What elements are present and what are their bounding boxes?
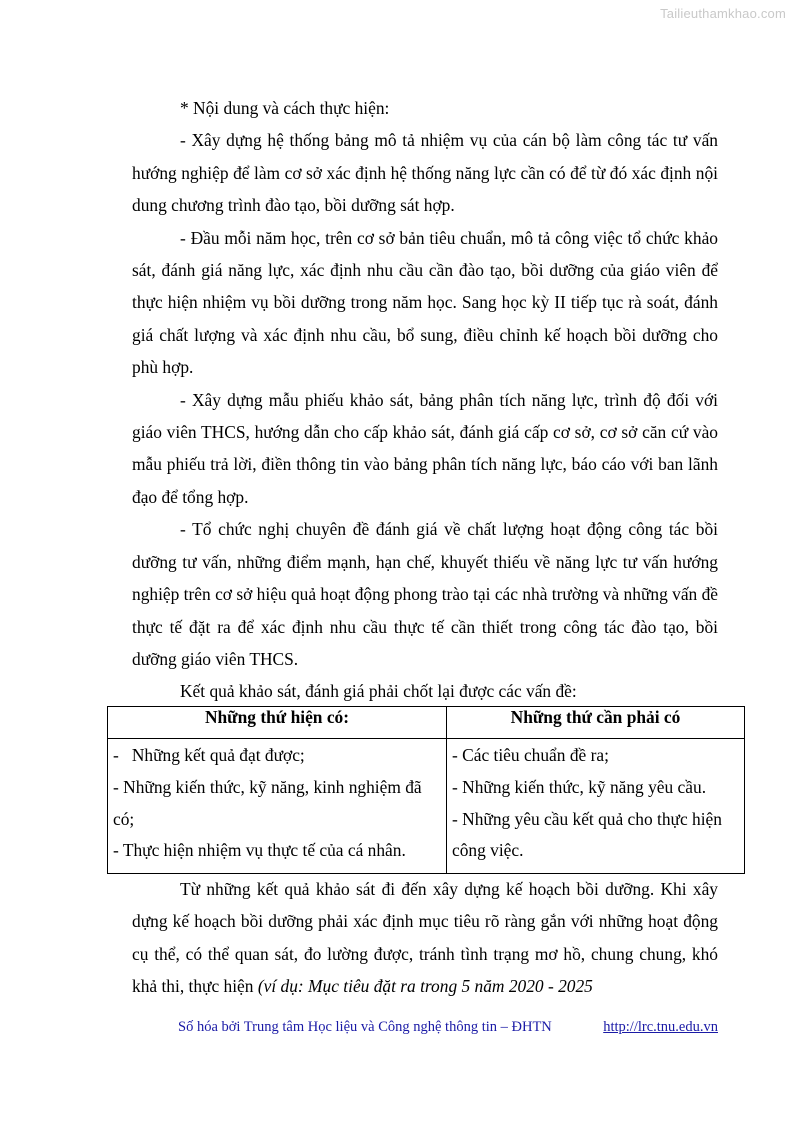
section-heading: * Nội dung và cách thực hiện: <box>180 98 390 118</box>
list-item: - Những kết quả đạt được; <box>113 745 305 765</box>
paragraph: - Đầu mỗi năm học, trên cơ sở bản tiêu chuẩn, mô tả công việc tổ chức khảo sát, đánh giá năng lực, xác định nhu cầu cần đào tạo, bồi dưỡng của giáo viên để thực hiện nhiệm vụ bồi dưỡng trong năm học. Sang học kỳ II tiếp tục rà soát, đánh giá chất lượng và xác định nhu cầu, bổ sung, điều chỉnh kế hoạch bồi dưỡng cho phù hợp. <box>132 227 718 378</box>
list-item: - Những kiến thức, kỹ năng, kinh nghiệm đã có; <box>113 776 422 829</box>
table-row <box>108 739 745 874</box>
closing-text: Từ những kết quả khảo sát đi đến xây dựng kế hoạch bồi dưỡng. Khi xây dựng kế hoạch bồi dưỡng phải xác định mục tiêu rõ ràng gắn với những hoạt động cụ thể, có thể quan sát, đo lường được, tránh tình trạng mơ hồ, chung chung, khó khả thi, thực hiện <box>132 879 718 997</box>
survey-table <box>107 706 745 874</box>
list-item: - Những yêu cầu kết quả cho thực hiện công việc. <box>452 808 722 861</box>
watermark: Tailieuthamkhao.com <box>660 6 786 21</box>
document-body <box>132 92 718 708</box>
paragraph: Kết quả khảo sát, đánh giá phải chốt lại được các vấn đề: <box>180 681 577 702</box>
table-cell-existing <box>108 739 447 874</box>
table-header: Những thứ cần phải có <box>447 707 745 739</box>
paragraph: - Xây dựng mẫu phiếu khảo sát, bảng phân tích năng lực, trình độ đối với giáo viên THCS, hướng dẫn cho cấp khảo sát, đánh giá cấp cơ sở, cơ sở căn cứ vào mẫu phiếu trả lời, điền thông tin vào bảng phân tích năng lực, báo cáo với ban lãnh đạo để tổng hợp. <box>132 389 718 507</box>
paragraph <box>132 873 718 1003</box>
footer-link[interactable]: http://lrc.tnu.edu.vn <box>603 1019 718 1035</box>
paragraph: - Xây dựng hệ thống bảng mô tả nhiệm vụ của cán bộ làm công tác tư vấn hướng nghiệp để làm cơ sở xác định hệ thống năng lực cần có để từ đó xác định nội dung chương trình đào tạo, bồi dưỡng sát hợp. <box>132 130 718 216</box>
footer-credit: Số hóa bởi Trung tâm Học liệu và Công nghệ thông tin – ĐHTN <box>178 1019 552 1035</box>
table-header: Những thứ hiện có: <box>108 707 447 739</box>
list-item: - Thực hiện nhiệm vụ thực tế của cá nhân. <box>113 840 406 861</box>
table-header-row <box>108 707 745 739</box>
closing-italic: (ví dụ: Mục tiêu đặt ra trong 5 năm 2020 - 2025 <box>257 976 593 997</box>
list-item: - Những kiến thức, kỹ năng yêu cầu. <box>452 776 707 797</box>
paragraph: - Tổ chức nghị chuyên đề đánh giá về chất lượng hoạt động công tác bồi dưỡng tư vấn, những điểm mạnh, hạn chế, khuyết thiếu về năng lực tư vấn hướng nghiệp trên cơ sở hiệu quả hoạt động phong trào tại các nhà trường và những vấn đề thực tế đặt ra để xác định nhu cầu thực tế cần thiết trong công tác đào tạo, bồi dưỡng giáo viên THCS. <box>132 519 718 669</box>
closing-section <box>132 873 718 1003</box>
table-cell-required <box>447 739 745 874</box>
list-item: - Các tiêu chuẩn đề ra; <box>452 745 609 765</box>
